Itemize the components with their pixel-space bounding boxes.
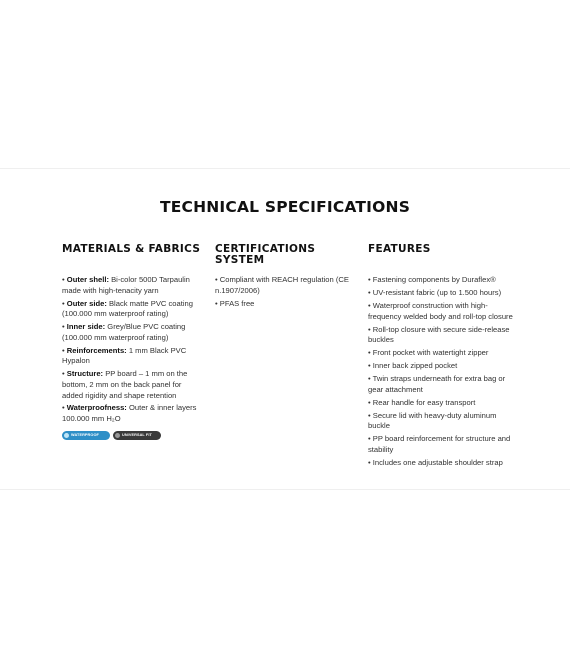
drop-icon bbox=[64, 433, 69, 438]
features-item-text: Inner back zipped pocket bbox=[372, 361, 458, 371]
features-item-text: Front pocket with watertight zipper bbox=[372, 348, 489, 358]
features-item: • Front pocket with watertight zipper bbox=[368, 348, 489, 358]
materials-item: • Outer shell: Bi-color 500D Tarpaulin made with high-tenacity yarn bbox=[62, 275, 190, 295]
materials-item-text: Black matte PVC coating (100.000 mm waterproof rating) bbox=[62, 298, 193, 319]
features-item: • Roll-top closure with secure side-release buckles bbox=[368, 324, 510, 345]
badge-label: UNIVERSAL FIT bbox=[122, 433, 152, 438]
features-item-text: Secure lid with heavy-duty aluminum buckle bbox=[368, 410, 497, 431]
materials-item-label: Reinforcements: bbox=[66, 345, 127, 355]
materials-item-label: Outer side: bbox=[66, 298, 107, 308]
materials-item: • Outer side: Black matte PVC coating (100.000 mm waterproof rating) bbox=[62, 298, 193, 319]
features-item: • Secure lid with heavy-duty aluminum buckle bbox=[368, 410, 497, 431]
certifications-item: • PFAS free bbox=[215, 298, 255, 308]
certifications-item: • Compliant with REACH regulation (CE n.1907/2006) bbox=[215, 275, 349, 295]
materials-column bbox=[62, 244, 204, 440]
features-item: • Includes one adjustable shoulder strap bbox=[368, 457, 503, 467]
materials-item-label: Inner side: bbox=[66, 322, 106, 332]
certifications-item-text: Compliant with REACH regulation (CE n.1907/2006) bbox=[215, 275, 349, 295]
features-column bbox=[368, 244, 518, 471]
materials-item-text: Grey/Blue PVC coating (100.000 mm waterproof rating) bbox=[62, 322, 186, 342]
certifications-list bbox=[215, 275, 357, 309]
features-item: • UV-resistant fabric (up to 1.500 hours) bbox=[368, 287, 502, 297]
features-item: • Waterproof construction with high-frequency welded body and roll-top closure bbox=[368, 300, 513, 321]
features-list bbox=[368, 275, 518, 468]
certifications-column bbox=[215, 244, 357, 312]
materials-item: • Waterproofness: Outer & inner layers 100.000 mm H₂O bbox=[62, 403, 197, 424]
features-item-text: Rear handle for easy transport bbox=[372, 397, 476, 407]
features-heading: FEATURES bbox=[368, 243, 431, 255]
features-item-text: Roll-top closure with secure side-release buckles bbox=[368, 324, 510, 345]
features-item-text: Fastening components by Duraflex® bbox=[372, 275, 496, 284]
features-item-text: Includes one adjustable shoulder strap bbox=[372, 457, 503, 467]
badge-row bbox=[62, 431, 204, 440]
materials-item-label: Outer shell: bbox=[66, 275, 109, 284]
materials-list bbox=[62, 275, 204, 425]
features-item: • PP board reinforcement for structure and stability bbox=[368, 434, 511, 454]
materials-item: • Inner side: Grey/Blue PVC coating (100.000 mm waterproof rating) bbox=[62, 322, 186, 342]
universal-fit-badge bbox=[113, 431, 161, 440]
materials-item: • Structure: PP board – 1 mm on the bottom, 2 mm on the back panel for added rigidity and shape retention bbox=[62, 369, 188, 400]
materials-item-text: PP board – 1 mm on the bottom, 2 mm on the back panel for added rigidity and shape retention bbox=[62, 369, 188, 400]
fit-icon bbox=[115, 433, 120, 438]
badge-label: WATERPROOF bbox=[71, 433, 99, 438]
features-item: • Fastening components by Duraflex® bbox=[368, 275, 496, 284]
waterproof-badge bbox=[62, 431, 110, 440]
features-item: • Rear handle for easy transport bbox=[368, 397, 476, 407]
features-item-text: Waterproof construction with high-frequency welded body and roll-top closure bbox=[368, 300, 513, 321]
features-item-text: UV-resistant fabric (up to 1.500 hours) bbox=[372, 287, 502, 297]
materials-item: • Reinforcements: 1 mm Black PVC Hypalon bbox=[62, 345, 187, 366]
certifications-heading: CERTIFICATIONS SYSTEM bbox=[215, 243, 316, 266]
materials-heading: MATERIALS & FABRICS bbox=[62, 243, 201, 255]
materials-item-label: Structure: bbox=[66, 369, 104, 379]
features-item-text: Twin straps underneath for extra bag or gear attachment bbox=[368, 374, 506, 394]
features-item-text: PP board reinforcement for structure and stability bbox=[368, 434, 511, 454]
page-title: TECHNICAL SPECIFICATIONS bbox=[159, 198, 411, 216]
materials-item-text: 1 mm Black PVC Hypalon bbox=[62, 345, 187, 366]
materials-item-label: Waterproofness: bbox=[66, 403, 127, 413]
materials-item-text: Bi-color 500D Tarpaulin made with high-tenacity yarn bbox=[62, 275, 190, 295]
certifications-item-text: PFAS free bbox=[219, 298, 255, 308]
materials-item-text: Outer & inner layers 100.000 mm H₂O bbox=[62, 403, 197, 424]
features-item: • Twin straps underneath for extra bag or gear attachment bbox=[368, 374, 506, 394]
features-item: • Inner back zipped pocket bbox=[368, 361, 458, 371]
